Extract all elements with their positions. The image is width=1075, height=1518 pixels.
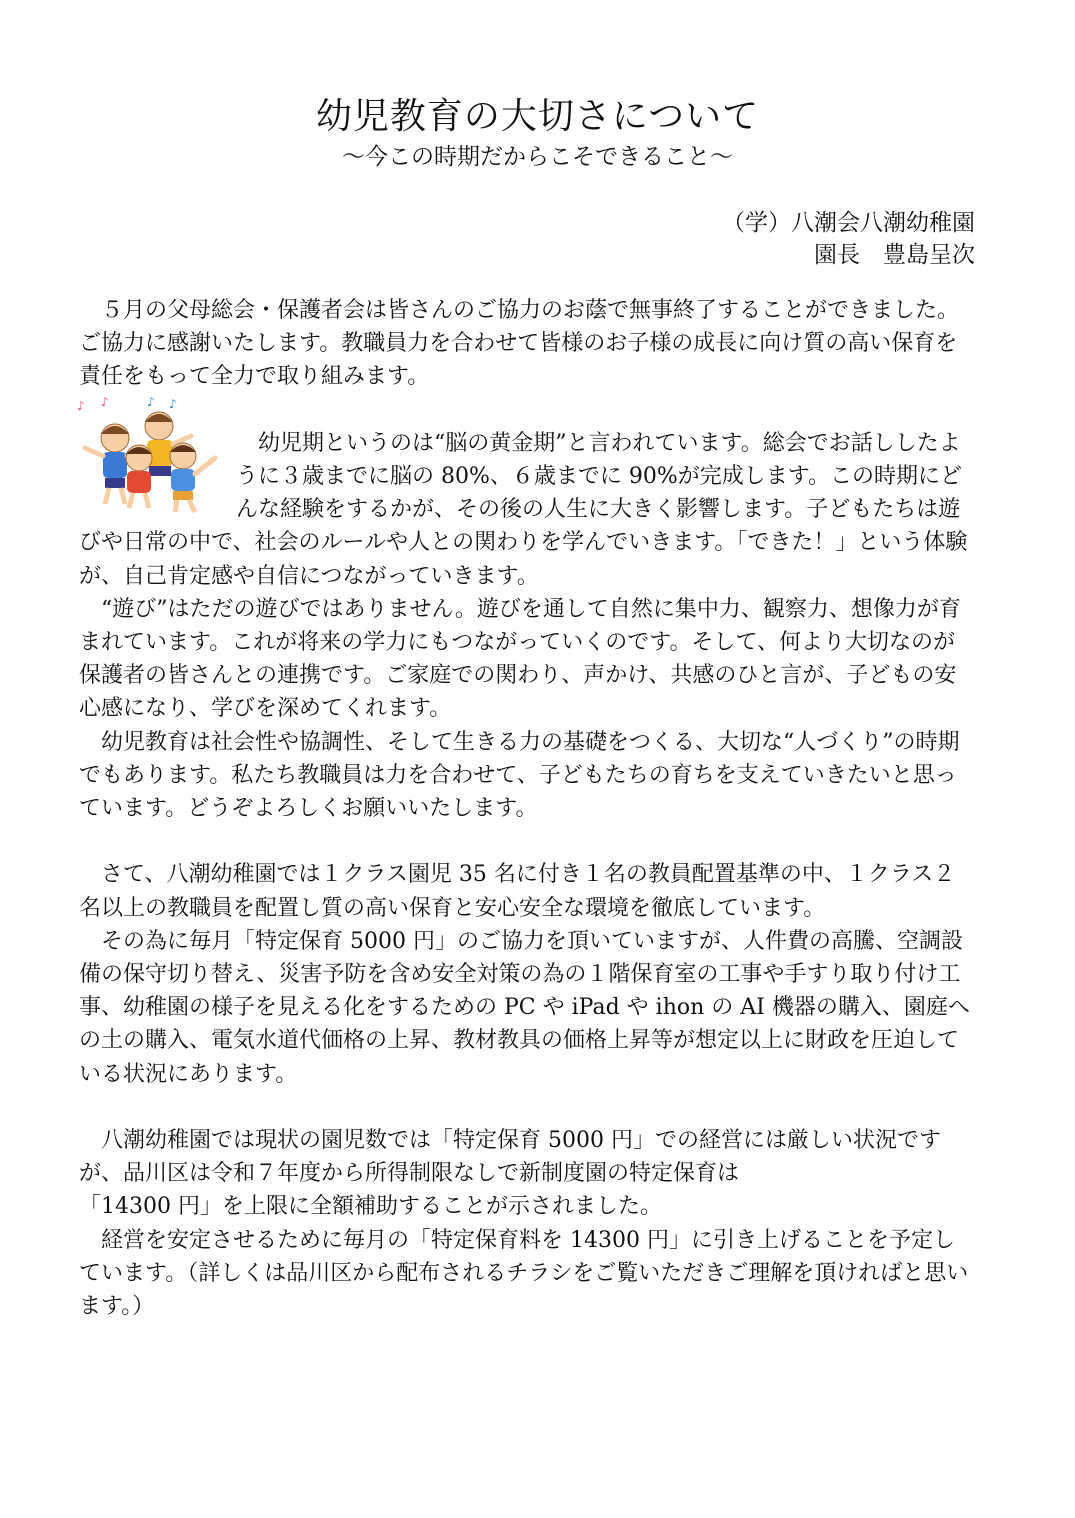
document-subtitle: ～今この時期だからこそできること～ [342, 144, 733, 170]
svg-text:♪: ♪ [169, 396, 177, 411]
paragraph-finances: その為に毎月「特定保育 5000 円」のご協力を頂いていますが、人件費の高騰、空調設備の保守切り替え、災害予防を含め安全対策の為の１階保育室の工事や手すり取り付け工事、幼稚園の様子を見える化をするための PC や iPad や ihon の AI 機器の購入、園庭への土の購入、電気水道代価格の上昇、教材教具の価格上昇等が想定以上に財政を圧迫している状況にあります。 [79, 928, 970, 1087]
author-organization: （学）八潮会八潮幼稚園 [722, 210, 975, 236]
paragraph-thanks: ５月の父母総会・保護者会は皆さんのご協力のお蔭で無事終了することができました。ご協力に感謝いたします。教職員力を合わせて皆様のお子様の成長に向け質の高い保育を責任をもって全力で取り組みます。 [79, 298, 960, 390]
author-principal: 園長 豊島呈次 [814, 242, 975, 268]
paragraph-staffing: さて、八潮幼稚園では１クラス園児 35 名に付き１名の教員配置基準の中、１クラス２名以上の教職員を配置し質の高い保育と安心安全な環境を徹底しています。 [79, 862, 956, 921]
document-title: 幼児教育の大切さについて [315, 96, 760, 137]
svg-text:♪: ♪ [147, 395, 155, 409]
document-body [79, 294, 974, 1323]
paragraph-fee-increase: 経営を安定させるために毎月の「特定保育料を 14300 円」に引き上げることを予定しています。（詳しくは品川区から配布されるチラシをご覧いただきご理解を頂ければと思います。） [79, 1227, 969, 1320]
paragraph-subsidy-limit: 「14300 円」を上限に全額補助することが示されました。 [79, 1194, 662, 1220]
svg-text:♪: ♪ [77, 398, 85, 413]
paragraph-play: “遊び”はただの遊びではありません。遊びを通して自然に集中力、観察力、想像力が育まれています。これが将来の学力にもつながっていくのです。そして、何より大切なのが保護者の皆さんとの連携です。ご家庭での関わり、声かけ、共感のひと言が、子どもの安心感になり、学びを深めてくれます。 [79, 596, 961, 722]
paragraph-subsidy: 八潮幼稚園では現状の園児数では「特定保育 5000 円」での経営には厳しい状況ですが、品川区は令和７年度から所得制限なしで新制度園の特定保育は [79, 1128, 941, 1187]
svg-text:♪: ♪ [101, 395, 109, 409]
paragraph-golden-age: 幼児期というのは“脳の黄金期”と言われています。総会でお話ししたように３歳までに脳の 80%、６歳までに 90%が完成します。この時期にどんな経験をするかが、その後の人生に大きく影響します。子どもたちは遊びや日常の中で、社会のルールや人との関わりを学んでいきます。「できた！」という体験が、自己肯定感や自信につながっていきます。 [79, 430, 968, 589]
children-dancing-illustration [75, 396, 230, 516]
paragraph-early-education: 幼児教育は社会性や協調性、そして生きる力の基礎をつくる、大切な“人づくり”の時期でもあります。私たち教職員は力を合わせて、子どもたちの育ちを支えていきたいと思っています。どうぞよろしくお願いいたします。 [79, 729, 960, 822]
